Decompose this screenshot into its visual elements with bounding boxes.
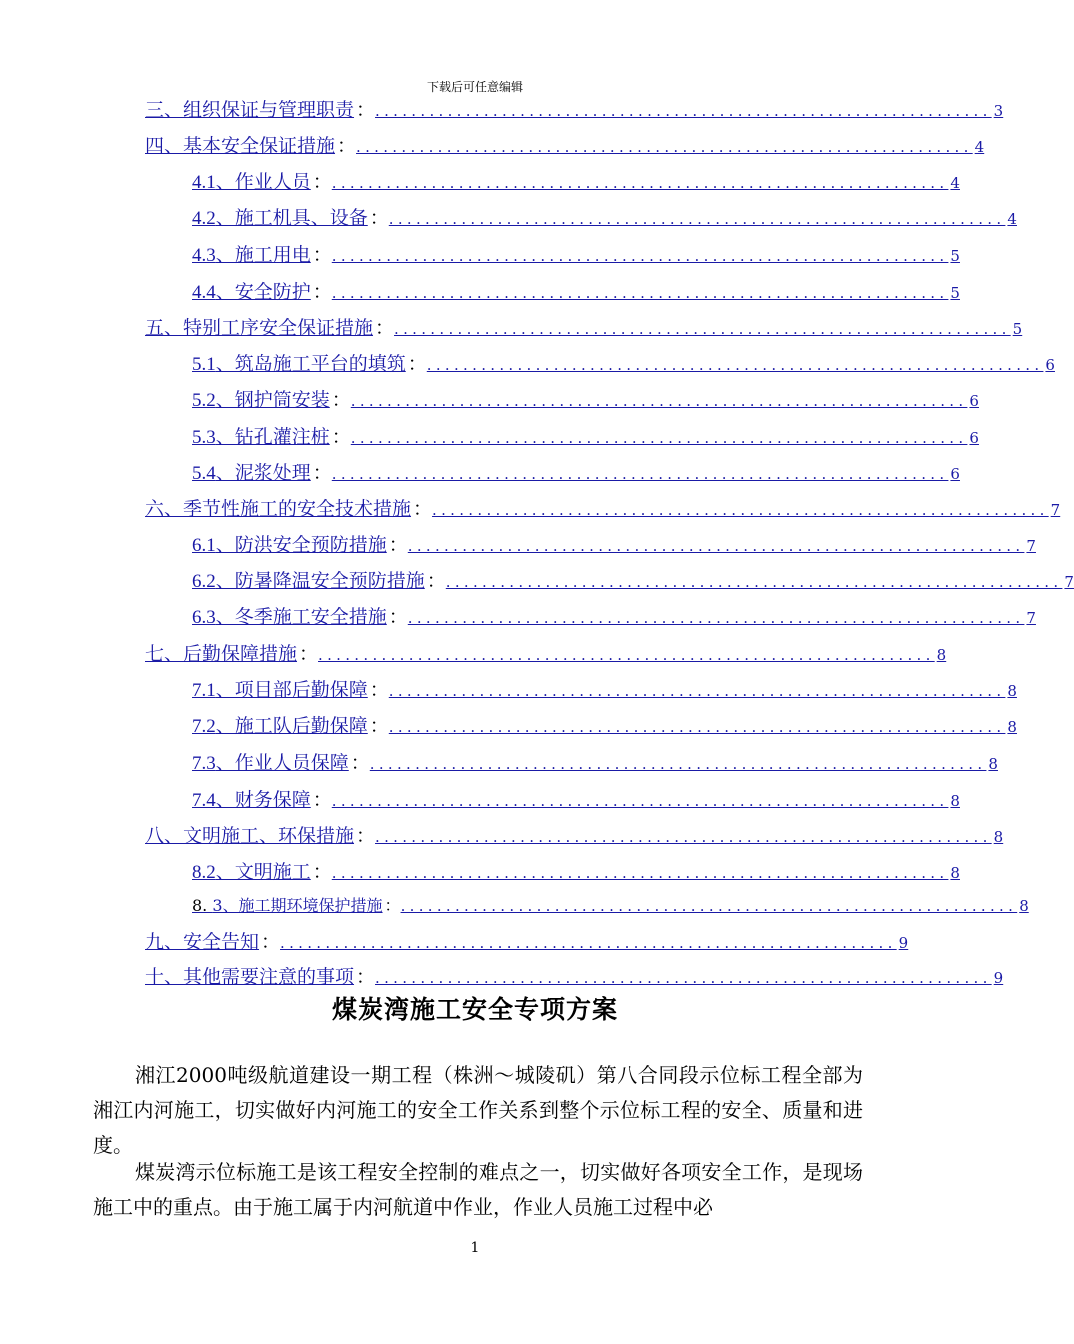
toc-leader: .................................................................... [331, 864, 949, 882]
toc-leader: .................................................................... [280, 934, 897, 952]
toc-entry-label: 、泥浆处理 [215, 462, 311, 484]
toc-entry-page: 4 [1007, 210, 1017, 228]
toc-entry[interactable]: 4.3、施工用电 ： .................................................................... 5 [192, 244, 960, 266]
toc-entry-page: 7 [1026, 537, 1036, 555]
toc-leader: .................................................................... [426, 356, 1044, 374]
toc-leader: .................................................................... [388, 682, 1006, 700]
toc-entry[interactable]: 八、文明施工、环保措施 ： .................................................................... 8 [145, 821, 806, 851]
toc-entry-label: 、安全防护 [215, 281, 311, 303]
toc-entry-label: 九、安全告知 [145, 931, 260, 953]
toc-entry-page: 7 [1064, 573, 1074, 591]
toc-entry[interactable]: 4.1、作业人员 ： .................................................................... 4 [192, 171, 960, 193]
toc-leader: .................................................................... [331, 284, 949, 302]
toc-entry-number: 6.2 [192, 571, 216, 592]
toc-entry-page: 5 [950, 247, 960, 265]
toc-entry[interactable]: 5.3、钻孔灌注桩 ： .................................................................... 6 [192, 426, 979, 448]
toc-entry-page: 4 [974, 138, 985, 156]
toc-leader: .................................................................... [331, 792, 949, 810]
toc-entry[interactable]: 三、组织保证与管理职责 ： .................................................................... 3 [145, 95, 806, 125]
toc-entry-label: 、施工用电 [215, 244, 311, 266]
toc-entry-number: 7.3 [192, 753, 216, 774]
toc-entry[interactable]: 4.4、安全防护 ： .................................................................... 5 [192, 281, 960, 303]
toc-entry-label: 三、组织保证与管理职责 [145, 99, 355, 121]
toc-entry-label: 、冬季施工安全措施 [215, 606, 387, 628]
toc-leader: .................................................................... [445, 573, 1063, 591]
toc-entry-label: 3、施工期环境保护措施 [212, 896, 383, 915]
toc-entry-label: 、施工机具、设备 [215, 207, 368, 229]
toc-entry-label: 、项目部后勤保障 [215, 679, 368, 701]
toc-leader: .................................................................... [350, 429, 968, 447]
toc-entry-page: 5 [1012, 320, 1023, 338]
toc-entry-label: 、财务保障 [215, 789, 311, 811]
toc-entry-page: 8 [1007, 718, 1017, 736]
toc-entry-number: 5.3 [192, 427, 216, 448]
toc-entry-label: 、作业人员保障 [215, 752, 349, 774]
toc-entry[interactable]: 7.2、施工队后勤保障 ： .................................................................... 8 [192, 715, 1017, 737]
toc-entry[interactable]: 四、基本安全保证措施 ： .................................................................... 4 [145, 131, 806, 161]
toc-entry-page: 8 [950, 792, 960, 810]
toc-leader: .................................................................... [375, 102, 992, 120]
document-title: 煤炭湾施工安全专项方案 [331, 995, 618, 1024]
toc-entry-label: 七、后勤保障措施 [145, 643, 298, 665]
toc-entry-number: 7.1 [192, 680, 216, 701]
toc-entry-label: 、防暑降温安全预防措施 [215, 570, 425, 592]
toc-entry[interactable]: 九、安全告知 ： .................................................................... 9 [145, 927, 806, 957]
toc-entry[interactable]: 十、其他需要注意的事项 ： .................................................................... 9 [145, 962, 806, 992]
toc-entry-label: 十、其他需要注意的事项 [145, 966, 355, 988]
toc-entry-page: 7 [1026, 609, 1036, 627]
toc-entry[interactable]: 7.1、项目部后勤保障 ： .................................................................... 8 [192, 679, 1017, 701]
toc-entry-page: 4 [950, 174, 960, 192]
toc-entry-number: 4.2 [192, 208, 216, 229]
toc-entry-number: 6.3 [192, 607, 216, 628]
toc-entry-label: 、防洪安全预防措施 [215, 534, 387, 556]
toc-leader: .................................................................... [432, 501, 1049, 519]
toc-entry-page: 8 [1019, 897, 1029, 915]
toc-entry-page: 8 [950, 864, 960, 882]
toc-leader: .................................................................... [331, 465, 949, 483]
toc-entry-label: 、文明施工 [215, 861, 311, 883]
toc-entry-page: 5 [950, 284, 960, 302]
toc-entry-label: 八、文明施工、环保措施 [145, 825, 355, 847]
toc-entry[interactable]: 8.2、文明施工 ： .................................................................... 8 [192, 861, 960, 883]
toc-leader: .................................................................... [331, 174, 949, 192]
toc-entry-label: 、施工队后勤保障 [215, 715, 368, 737]
page-header: 下载后可任意编辑 [426, 80, 523, 94]
toc-leader: .................................................................... [318, 646, 935, 664]
toc-leader: .................................................................... [331, 247, 949, 265]
toc-entry[interactable]: 5.4、泥浆处理 ： .................................................................... 6 [192, 462, 960, 484]
toc-entry[interactable]: 6.2、防暑降温安全预防措施 ： .................................................................... 7 [192, 570, 1074, 592]
toc-entry-number: 4.1 [192, 172, 216, 193]
toc-leader: .................................................................... [394, 320, 1011, 338]
toc-entry-number: 5.4 [192, 463, 216, 484]
toc-entry-page: 8 [936, 646, 947, 664]
toc-leader: .................................................................... [407, 609, 1025, 627]
toc-entry-number: 8. [192, 896, 213, 915]
toc-entry-page: 7 [1050, 501, 1061, 519]
body-paragraph: 湘江2000吨级航道建设一期工程（株洲～城陵矶）第八合同段示位标工程全部为湘江内河施工，切实做好内河施工的安全工作关系到整个示位标工程的安全、质量和进度。 [93, 1063, 863, 1157]
toc-entry[interactable]: 5.2、钢护筒安装 ： .................................................................... 6 [192, 389, 979, 411]
toc-entry[interactable]: 七、后勤保障措施 ： .................................................................... 8 [145, 639, 806, 669]
toc-entry-page: 6 [969, 392, 979, 410]
toc-entry-page: 8 [988, 755, 998, 773]
toc-entry[interactable]: 4.2、施工机具、设备 ： .................................................................... 4 [192, 207, 1017, 229]
toc-entry-number: 4.3 [192, 245, 216, 266]
toc-entry-page: 9 [993, 969, 1004, 987]
toc-leader: .................................................................... [388, 718, 1006, 736]
toc-entry[interactable]: 6.1、防洪安全预防措施 ： .................................................................... 7 [192, 534, 1036, 556]
body-paragraph: 煤炭湾示位标施工是该工程安全控制的难点之一，切实做好各项安全工作，是现场施工中的重点。由于施工属于内河航道中作业，作业人员施工过程中必 [93, 1160, 863, 1219]
toc-leader: .................................................................... [375, 969, 992, 987]
toc-leader: .................................................................... [350, 392, 968, 410]
toc-entry-page: 8 [1007, 682, 1017, 700]
toc-entry-number: 7.2 [192, 716, 216, 737]
toc-leader: .................................................................... [369, 755, 987, 773]
toc-entry-number: 4.4 [192, 282, 216, 303]
toc-entry[interactable]: 五、特别工序安全保证措施 ： .................................................................... 5 [145, 313, 806, 343]
toc-leader: .................................................................... [375, 828, 992, 846]
toc-entry-label: 五、特别工序安全保证措施 [145, 317, 374, 339]
toc-leader: .................................................................... [388, 210, 1006, 228]
toc-entry[interactable]: 6.3、冬季施工安全措施 ： .................................................................... 7 [192, 606, 1036, 628]
toc-entry-number: 8.2 [192, 862, 216, 883]
toc-entry-number: 5.1 [192, 354, 216, 375]
toc-leader: .................................................................... [407, 537, 1025, 555]
toc-entry-number: 5.2 [192, 390, 216, 411]
toc-entry[interactable]: 7.4、财务保障 ： .................................................................... 8 [192, 789, 960, 811]
page-number: 1 [470, 1240, 480, 1256]
toc-entry-page: 6 [969, 429, 979, 447]
toc-entry-label: 、作业人员 [215, 171, 311, 193]
toc-entry-label: 四、基本安全保证措施 [145, 135, 336, 157]
toc-entry-label: 、钢护筒安装 [215, 389, 330, 411]
toc-entry[interactable]: 5.1、筑岛施工平台的填筑 ： .................................................................... 6 [192, 353, 1055, 375]
toc-entry[interactable]: 8. 3、施工期环境保护措施 ： .................................................................... 8 [192, 896, 1029, 915]
toc-entry-page: 6 [950, 465, 960, 483]
toc-entry-label: 、钻孔灌注桩 [215, 426, 330, 448]
toc-entry[interactable]: 7.3、作业人员保障 ： .................................................................... 8 [192, 752, 998, 774]
toc-entry[interactable]: 六、季节性施工的安全技术措施 ： .................................................................... 7 [145, 494, 806, 524]
toc-entry-page: 8 [993, 828, 1004, 846]
toc-entry-page: 3 [993, 102, 1004, 120]
toc-entry-page: 6 [1045, 356, 1055, 374]
toc-entry-page: 9 [898, 934, 909, 952]
toc-entry-label: 、筑岛施工平台的填筑 [215, 353, 406, 375]
toc-entry-number: 6.1 [192, 535, 216, 556]
toc-entry-label: 六、季节性施工的安全技术措施 [145, 498, 412, 520]
toc-leader: .................................................................... [356, 138, 973, 156]
toc-entry-number: 7.4 [192, 790, 216, 811]
toc-leader: .................................................................... [400, 897, 1018, 915]
